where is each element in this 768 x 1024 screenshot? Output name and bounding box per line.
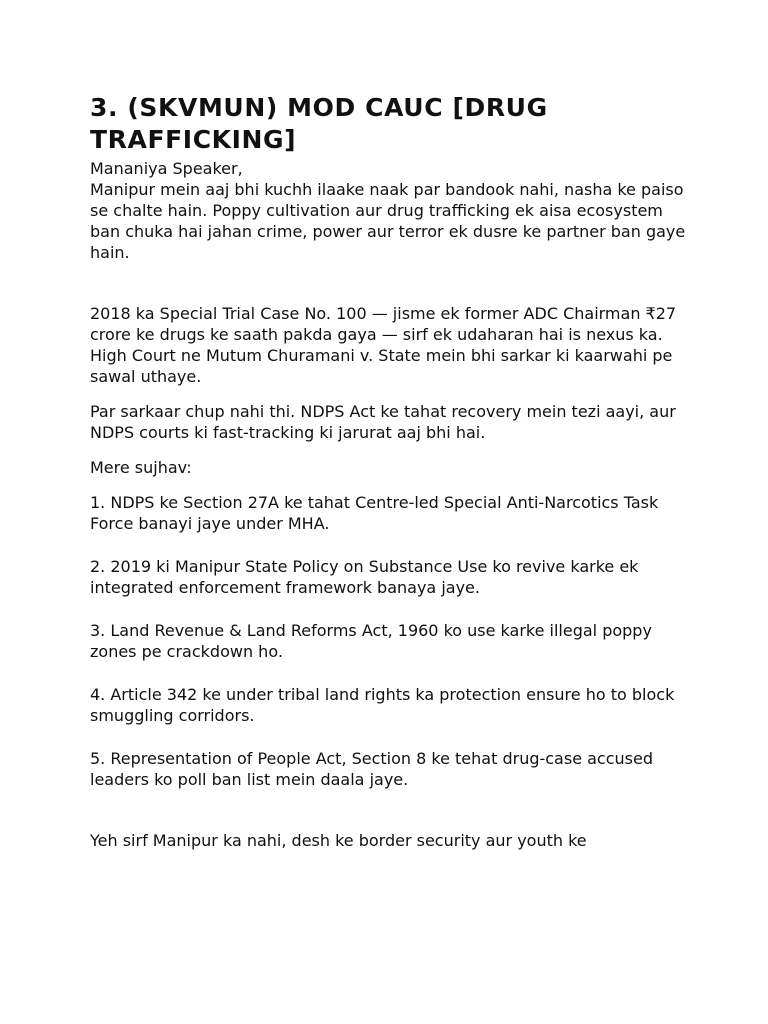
document-page — [90, 92, 690, 851]
suggestion-item: 5. Representation of People Act, Section 8 ke tehat drug-case accused leaders ko poll ban list mein daala jaye. — [90, 749, 653, 789]
closing-paragraph: Yeh sirf Manipur ka nahi, desh ke border security aur youth ke — [90, 831, 587, 850]
document-title: 3. (SKVMUN) MOD CAUC [DRUG TRAFFICKING] — [90, 93, 548, 154]
government-paragraph: Par sarkaar chup nahi thi. NDPS Act ke tahat recovery mein tezi aayi, aur NDPS courts ki fast-tracking ki jarurat aaj bhi hai. — [90, 402, 676, 442]
suggestions-heading: Mere sujhav: — [90, 458, 192, 477]
suggestion-item: 3. Land Revenue & Land Reforms Act, 1960 ko use karke illegal poppy zones pe crackdown ho. — [90, 621, 652, 661]
suggestion-item: 4. Article 342 ke under tribal land rights ka protection ensure ho to block smuggling corridors. — [90, 685, 675, 725]
salutation: Mananiya Speaker, — [90, 159, 243, 178]
case-paragraph: 2018 ka Special Trial Case No. 100 — jisme ek former ADC Chairman ₹27 crore ke drugs ke saath pakda gaya — sirf ek udaharan hai is nexus ka. High Court ne Mutum Churamani v. State mein bhi sarkar ki kaarwahi pe sawal uthaye. — [90, 304, 677, 386]
suggestion-item: 2. 2019 ki Manipur State Policy on Substance Use ko revive karke ek integrated enforcement framework banaya jaye. — [90, 557, 639, 597]
intro-paragraph: Manipur mein aaj bhi kuchh ilaake naak par bandook nahi, nasha ke paiso se chalte hain. Poppy cultivation aur drug trafficking ek aisa ecosystem ban chuka hai jahan crime, power aur terror ek dusre ke partner ban gaye hain. — [90, 180, 686, 262]
suggestion-item: 1. NDPS ke Section 27A ke tahat Centre-led Special Anti-Narcotics Task Force banayi jaye under MHA. — [90, 493, 659, 533]
